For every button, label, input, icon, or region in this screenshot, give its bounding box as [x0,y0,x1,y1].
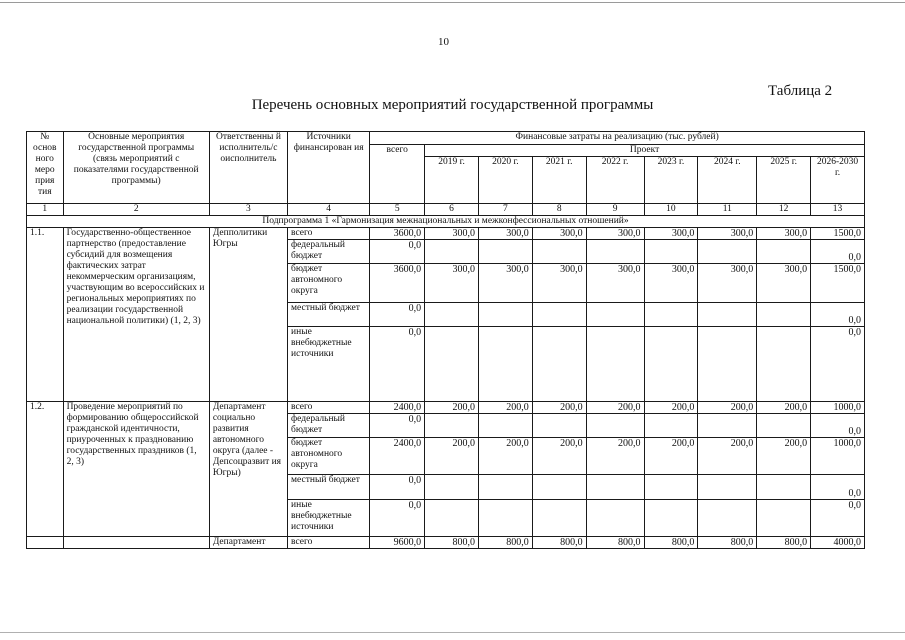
value-cell: 300,0 [532,228,586,240]
value-cell: 200,0 [644,438,698,475]
value-cell: 1500,0 [811,228,865,240]
header-year: 2023 г. [644,157,698,204]
value-cell: 3600,0 [370,228,425,240]
value-cell: 0,0 [370,475,425,500]
value-cell: 300,0 [425,228,479,240]
value-cell: 300,0 [757,264,811,303]
value-cell: 9600,0 [370,537,425,549]
column-number: 10 [644,204,698,216]
header-year: 2025 г. [757,157,811,204]
value-cell: 800,0 [757,537,811,549]
value-cell: 200,0 [478,438,532,475]
value-cell: 1000,0 [811,438,865,475]
value-cell: 300,0 [425,264,479,303]
value-cell: 300,0 [478,228,532,240]
column-number: 8 [532,204,586,216]
responsible-text: Депполитики Югры [209,228,287,402]
responsible-text [209,402,287,537]
header-year: 2019 г. [425,157,479,204]
value-cell: 300,0 [532,264,586,303]
value-cell: 200,0 [532,438,586,475]
activity-text [63,537,209,549]
source-label: бюджет автономного округа [288,438,370,475]
header-responsible: Ответственны й исполнитель/с оисполнитель [209,132,287,204]
header-project: Проект [425,145,865,157]
column-number: 9 [586,204,644,216]
header-year: 2026-2030 г. [811,157,865,204]
value-cell: 200,0 [757,438,811,475]
source-label: всего [288,228,370,240]
value-cell: 800,0 [532,537,586,549]
value-cell: 200,0 [698,438,757,475]
value-cell: 800,0 [698,537,757,549]
source-label: местный бюджет [288,303,370,327]
activities-table [26,131,865,549]
header-no: № основ ного меро прия тия [27,132,64,204]
table-label: Таблица 2 [768,83,833,99]
activity-text: Государственно-общественное партнерство (предоставление субсидий для возмещения фактических затрат некоммерческим организациям, участвующим во всероссийских и региональных мероприятиях по реализации государственной национальной политики) (1, 2, 3) [63,228,209,402]
source-label: бюджет автономного округа [288,264,370,303]
value-cell: 0,0 [811,500,865,537]
scan-edge-bottom [0,632,905,633]
header-year: 2021 г. [532,157,586,204]
value-cell: 1500,0 [811,264,865,303]
value-cell: 2400,0 [370,438,425,475]
source-label: местный бюджет [288,475,370,500]
source-label: иные внебюджетные источники [288,500,370,537]
value-cell: 300,0 [478,264,532,303]
responsible-line: Депсоцразвит ия Югры) [212,457,282,478]
header-activity: Основные мероприятия государственной программы (связь мероприятий с показателями государственной программы) [63,132,209,204]
source-label: всего [288,537,370,549]
value-cell: 0,0 [811,303,865,327]
value-cell: 200,0 [425,438,479,475]
column-number: 4 [288,204,370,216]
value-cell: 200,0 [698,402,757,414]
value-cell: 0,0 [370,327,425,402]
value-cell: 800,0 [644,537,698,549]
header-total: всего [370,145,425,204]
value-cell: 0,0 [811,475,865,500]
value-cell: 300,0 [698,264,757,303]
value-cell: 0,0 [370,240,425,264]
value-cell: 4000,0 [811,537,865,549]
value-cell: 0,0 [370,414,425,438]
value-cell: 300,0 [644,264,698,303]
column-number: 3 [209,204,287,216]
header-finance: Финансовые затраты на реализацию (тыс. рублей) [370,132,865,145]
column-number: 5 [370,204,425,216]
row-number: 1.2. [27,402,64,537]
activity-text: Проведение мероприятий по формированию общероссийской гражданской идентичности, приуроченных к празднованию государственных праздников (1, 2, 3) [63,402,209,537]
column-number: 1 [27,204,64,216]
document-title: Перечень основных мероприятий государственной программы [251,97,654,113]
value-cell: 300,0 [698,228,757,240]
value-cell: 3600,0 [370,264,425,303]
value-cell: 300,0 [586,264,644,303]
value-cell: 200,0 [586,438,644,475]
source-label: федеральный бюджет [288,240,370,264]
responsible-line: Департамент социально развития автономного округа (далее - [212,402,274,456]
value-cell: 200,0 [532,402,586,414]
value-cell: 800,0 [478,537,532,549]
row-number [27,537,64,549]
row-number: 1.1. [27,228,64,402]
value-cell: 0,0 [811,414,865,438]
column-number: 13 [811,204,865,216]
value-cell: 300,0 [644,228,698,240]
column-number: 6 [425,204,479,216]
header-year: 2024 г. [698,157,757,204]
column-number: 11 [698,204,757,216]
column-number: 2 [63,204,209,216]
source-label: всего [288,402,370,414]
value-cell: 200,0 [586,402,644,414]
value-cell: 200,0 [757,402,811,414]
header-year: 2022 г. [586,157,644,204]
value-cell: 0,0 [811,327,865,402]
value-cell: 800,0 [425,537,479,549]
value-cell: 200,0 [425,402,479,414]
value-cell: 2400,0 [370,402,425,414]
scan-edge-top [0,2,905,3]
value-cell: 0,0 [811,240,865,264]
value-cell: 300,0 [757,228,811,240]
responsible-text: Департамент [209,537,287,549]
value-cell: 300,0 [586,228,644,240]
header-source: Источники финансирован ия [288,132,370,204]
source-label: иные внебюджетные источники [288,327,370,402]
value-cell: 1000,0 [811,402,865,414]
column-number: 7 [478,204,532,216]
source-label: федеральный бюджет [288,414,370,438]
value-cell: 0,0 [370,500,425,537]
header-year: 2020 г. [478,157,532,204]
column-number: 12 [757,204,811,216]
value-cell: 800,0 [586,537,644,549]
value-cell: 200,0 [478,402,532,414]
value-cell: 0,0 [370,303,425,327]
value-cell: 200,0 [644,402,698,414]
subprogram-title: Подпрограмма 1 «Гармонизация межнациональных и межконфессиональных отношений» [27,216,865,228]
page-number: 10 [438,36,449,48]
